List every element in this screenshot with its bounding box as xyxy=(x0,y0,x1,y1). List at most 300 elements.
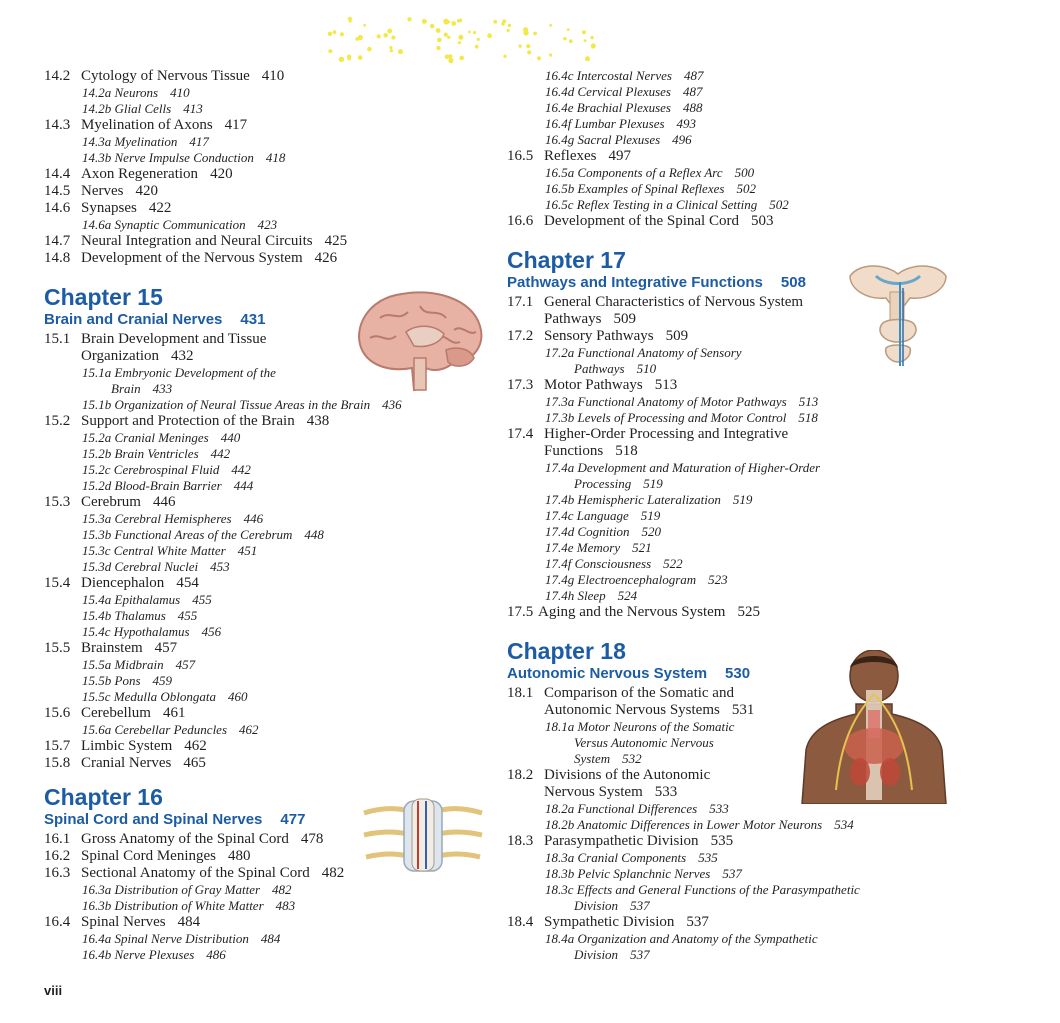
page-number: 453 xyxy=(210,559,230,574)
entry-title: 15.4a Epithalamus xyxy=(82,592,181,607)
decorative-dot xyxy=(457,19,461,23)
entry-title: Brain Development and Tissue xyxy=(81,331,267,347)
chapter-16-title[interactable]: Spinal Cord and Spinal Nerves 477 xyxy=(44,811,306,828)
entry-title: 16.4d Cervical Plexuses xyxy=(545,84,671,99)
entry-title: 15.1a Embryonic Development of the xyxy=(82,365,276,380)
section-number: 16.4 xyxy=(44,914,71,930)
toc-subsection-entry[interactable] xyxy=(507,84,967,100)
chapter-15-heading: Chapter 15 xyxy=(44,284,163,310)
toc-subsection-entry[interactable] xyxy=(44,624,499,640)
page-number: 465 xyxy=(183,755,206,771)
toc-section-entry[interactable] xyxy=(44,738,499,755)
toc-subsection-entry[interactable] xyxy=(507,132,967,148)
entry-title: Cytology of Nervous Tissue xyxy=(81,68,250,84)
entry-title: 17.4d Cognition xyxy=(545,524,630,539)
decorative-dot xyxy=(507,29,510,32)
entry-title: Reflexes xyxy=(544,148,597,164)
page-number: 418 xyxy=(265,150,286,165)
entry-title: Spinal Nerves xyxy=(81,914,166,930)
page-number: 455 xyxy=(192,592,212,607)
toc-section-entry[interactable] xyxy=(507,377,967,394)
toc-section-entry[interactable] xyxy=(44,755,499,772)
toc-subsection-entry[interactable] xyxy=(44,85,499,101)
entry-title: Higher-Order Processing and Integrative xyxy=(544,426,789,442)
section-number: 14.5 xyxy=(44,183,71,199)
toc-subsection-entry[interactable] xyxy=(507,410,967,426)
page-number: 535 xyxy=(698,850,718,865)
toc-subsection-entry[interactable] xyxy=(507,197,967,213)
page-number: 533 xyxy=(709,801,729,816)
page-number: 500 xyxy=(734,165,755,180)
toc-section-entry[interactable] xyxy=(44,705,499,722)
page-number: 509 xyxy=(613,311,636,327)
entry-title: 15.2c Cerebrospinal Fluid xyxy=(82,462,220,477)
toc-section-entry[interactable] xyxy=(44,494,499,511)
section-number: 14.4 xyxy=(44,166,71,182)
section-number: 15.7 xyxy=(44,738,71,754)
page-number: 510 xyxy=(636,361,657,376)
entry-title: 17.4f Consciousness xyxy=(545,556,652,571)
toc-subsection-entry[interactable] xyxy=(507,572,967,588)
toc-section-entry[interactable] xyxy=(507,426,967,460)
toc-subsection-entry[interactable] xyxy=(507,556,967,572)
chapter-15-title[interactable]: Brain and Cranial Nerves 431 xyxy=(44,311,266,328)
entry-title: Myelination of Axons xyxy=(81,117,213,133)
decorative-dot xyxy=(549,24,552,27)
toc-subsection-entry[interactable] xyxy=(507,460,967,492)
entry-title: 15.5a Midbrain xyxy=(82,657,164,672)
entry-title: 15.4c Hypothalamus xyxy=(82,624,190,639)
toc-subsection-entry[interactable] xyxy=(507,931,967,963)
decorative-dot xyxy=(355,37,359,41)
page-number: 513 xyxy=(654,377,678,393)
toc-subsection-entry[interactable] xyxy=(44,430,499,446)
entry-title: Parasympathetic Division xyxy=(544,833,699,849)
page-number: 462 xyxy=(184,738,207,754)
page-number: 493 xyxy=(676,116,697,131)
toc-subsection-entry[interactable] xyxy=(44,478,499,494)
toc-section-entry[interactable] xyxy=(44,413,499,430)
spinal-cord-section-icon xyxy=(360,795,486,880)
decorative-dot xyxy=(437,38,442,43)
decorative-dot xyxy=(451,21,456,26)
toc-subsection-entry[interactable] xyxy=(44,559,499,575)
page-number: 478 xyxy=(300,831,324,847)
toc-subsection-entry[interactable] xyxy=(507,492,967,508)
page-number: 488 xyxy=(683,100,703,115)
toc-section-entry[interactable] xyxy=(44,117,499,134)
toc-subsection-entry[interactable] xyxy=(507,116,967,132)
entry-title: 18.2a Functional Differences xyxy=(545,801,698,816)
chapter-18-title[interactable]: Autonomic Nervous System 530 xyxy=(507,665,751,682)
entry-title: 17.4a Development and Maturation of Higher-Order xyxy=(545,460,821,475)
toc-section-entry[interactable] xyxy=(44,166,499,183)
entry-title: 14.6a Synaptic Communication xyxy=(82,217,246,232)
entry-title: 17.4g Electroencephalogram xyxy=(545,572,697,587)
section-number: 14.7 xyxy=(44,233,71,249)
entry-title: 14.3b Nerve Impulse Conduction xyxy=(82,150,254,165)
entry-title-continued: Division xyxy=(574,947,619,962)
toc-subsection-entry[interactable] xyxy=(507,68,967,84)
entry-title: 17.4e Memory xyxy=(545,540,621,555)
section-number: 14.2 xyxy=(44,68,71,84)
entry-title-continued: Processing xyxy=(574,476,632,491)
decorative-dot xyxy=(333,30,337,34)
toc-section-entry[interactable] xyxy=(44,575,499,592)
page-number: 451 xyxy=(237,543,258,558)
section-number: 17.3 xyxy=(507,377,534,393)
decorative-dot xyxy=(592,45,595,48)
entry-title: Cerebrum xyxy=(81,494,141,510)
page-number: 486 xyxy=(206,947,226,962)
entry-title: Brainstem xyxy=(81,640,143,656)
toc-subsection-entry[interactable] xyxy=(44,101,499,117)
page-number: 484 xyxy=(177,914,201,930)
toc-subsection-entry[interactable] xyxy=(44,462,499,478)
section-number: 15.2 xyxy=(44,413,71,429)
toc-section-entry[interactable] xyxy=(507,148,967,165)
brainstem-pathways-icon xyxy=(846,262,950,377)
entry-title: 15.2d Blood-Brain Barrier xyxy=(82,478,222,493)
page-number: 537 xyxy=(630,947,650,962)
entry-title: 18.1a Motor Neurons of the Somatic xyxy=(545,719,735,734)
toc-subsection-entry[interactable] xyxy=(44,446,499,462)
toc-subsection-entry[interactable] xyxy=(44,657,499,673)
page-number: 442 xyxy=(231,462,251,477)
page-number: 417 xyxy=(189,134,209,149)
toc-section-entry[interactable] xyxy=(44,914,499,931)
decorative-dot xyxy=(501,22,504,25)
entry-title-continued: Versus Autonomic Nervous xyxy=(574,735,714,750)
decorative-dot xyxy=(487,33,492,38)
toc-section-entry[interactable] xyxy=(507,833,967,850)
entry-title-continued: System xyxy=(574,751,611,766)
entry-title: 14.2a Neurons xyxy=(82,85,159,100)
decorative-dot xyxy=(436,46,440,50)
entry-title: Aging and the Nervous System xyxy=(538,604,726,620)
decorative-dot xyxy=(407,17,411,21)
page-number: 457 xyxy=(175,657,196,672)
entry-title: 16.5c Reflex Testing in a Clinical Setting xyxy=(545,197,758,212)
decorative-dot xyxy=(447,36,450,39)
toc-subsection-entry[interactable] xyxy=(507,508,967,524)
toc-subsection-entry[interactable] xyxy=(507,588,967,604)
toc-subsection-entry[interactable] xyxy=(507,165,967,181)
page-number: 518 xyxy=(615,443,638,459)
section-number: 15.1 xyxy=(44,331,71,347)
decorative-dot xyxy=(475,45,479,49)
page-number: 417 xyxy=(224,117,248,133)
entry-title: 18.4a Organization and Anatomy of the Sympathetic xyxy=(545,931,818,946)
decorative-dot xyxy=(569,39,573,43)
entry-title: 16.3a Distribution of Gray Matter xyxy=(82,882,261,897)
page-number: 410 xyxy=(170,85,190,100)
entry-title: Diencephalon xyxy=(81,575,165,591)
page-number: 513 xyxy=(798,394,819,409)
entry-title: Gross Anatomy of the Spinal Cord xyxy=(81,831,289,847)
page-number: 518 xyxy=(798,410,818,425)
page-number: 537 xyxy=(630,898,650,913)
section-number: 16.2 xyxy=(44,848,71,864)
entry-title: Development of the Spinal Cord xyxy=(544,213,739,229)
entry-title-continued: Brain xyxy=(111,381,141,396)
decorative-dot xyxy=(349,19,352,22)
entry-title: 18.3b Pelvic Splanchnic Nerves xyxy=(545,866,711,881)
page-number: 420 xyxy=(135,183,158,199)
entry-title: Support and Protection of the Brain xyxy=(81,413,295,429)
decorative-dot xyxy=(348,57,351,60)
section-number: 17.1 xyxy=(507,294,534,310)
decorative-dot xyxy=(458,35,463,40)
toc-section-entry[interactable] xyxy=(44,183,499,200)
page-number: 444 xyxy=(233,478,254,493)
toc-subsection-entry[interactable] xyxy=(507,394,967,410)
entry-title: Nerves xyxy=(81,183,124,199)
page-number: 462 xyxy=(239,722,259,737)
page-number: 455 xyxy=(177,608,198,623)
entry-title-continued: Organization xyxy=(81,348,160,364)
autonomic-torso-icon xyxy=(800,650,948,809)
toc-subsection-entry[interactable] xyxy=(44,543,499,559)
decorative-dot xyxy=(563,37,566,40)
decorative-dot xyxy=(508,24,511,27)
toc-subsection-entry[interactable] xyxy=(44,673,499,689)
toc-subsection-entry[interactable] xyxy=(44,134,499,150)
section-number: 16.3 xyxy=(44,865,71,881)
entry-title: Neural Integration and Neural Circuits xyxy=(81,233,313,249)
toc-section-entry[interactable] xyxy=(44,200,499,217)
decorative-dot xyxy=(389,46,392,49)
page-number: 496 xyxy=(672,132,692,147)
entry-title: 15.3a Cerebral Hemispheres xyxy=(82,511,232,526)
page-number: 502 xyxy=(769,197,789,212)
decorative-dot xyxy=(448,58,453,63)
page-number: 519 xyxy=(643,476,663,491)
toc-chapter-14-continued xyxy=(44,68,499,267)
section-number: 16.5 xyxy=(507,148,534,164)
entry-title-continued: Autonomic Nervous Systems xyxy=(544,702,720,718)
entry-title: 15.4b Thalamus xyxy=(82,608,166,623)
entry-title: 16.5a Components of a Reflex Arc xyxy=(545,165,723,180)
toc-subsection-entry[interactable] xyxy=(44,898,499,914)
page-number: 487 xyxy=(683,84,703,99)
page-number: 482 xyxy=(272,882,292,897)
entry-title: Cranial Nerves xyxy=(81,755,172,771)
page-number: 420 xyxy=(210,166,233,182)
section-number: 15.8 xyxy=(44,755,71,771)
decorative-dot xyxy=(523,30,528,35)
entry-title: 17.3a Functional Anatomy of Motor Pathways xyxy=(545,394,787,409)
decorative-dot xyxy=(367,47,372,52)
entry-title: 16.4c Intercostal Nerves xyxy=(545,68,672,83)
toc-subsection-entry[interactable] xyxy=(507,817,967,833)
page-number: 519 xyxy=(640,508,661,523)
toc-section-entry[interactable] xyxy=(44,640,499,657)
entry-title: 18.3c Effects and General Functions of the Parasympathetic xyxy=(545,882,860,897)
chapter-18-heading: Chapter 18 xyxy=(507,638,626,664)
entry-title: Synapses xyxy=(81,200,137,216)
toc-subsection-entry[interactable] xyxy=(44,689,499,705)
entry-title: 17.2a Functional Anatomy of Sensory xyxy=(545,345,742,360)
toc-subsection-entry[interactable] xyxy=(507,850,967,866)
page-number: 448 xyxy=(304,527,324,542)
decorative-dot xyxy=(436,28,441,33)
section-number: 17.2 xyxy=(507,328,534,344)
decorative-dot xyxy=(339,57,344,62)
page-number: 533 xyxy=(654,784,678,800)
toc-subsection-entry[interactable] xyxy=(507,181,967,197)
entry-title: 18.3a Cranial Components xyxy=(545,850,687,865)
page-number: 524 xyxy=(617,588,638,603)
toc-section-entry[interactable] xyxy=(507,213,967,230)
entry-title: 16.5b Examples of Spinal Reflexes xyxy=(545,181,725,196)
toc-section-entry[interactable] xyxy=(44,250,499,267)
toc-subsection-entry[interactable] xyxy=(44,150,499,166)
toc-subsection-entry[interactable] xyxy=(507,540,967,556)
page-number: 425 xyxy=(324,233,348,249)
toc-subsection-entry[interactable] xyxy=(44,947,499,963)
page-number: 482 xyxy=(321,865,345,881)
chapter-17-heading: Chapter 17 xyxy=(507,247,626,273)
entry-title: Sectional Anatomy of the Spinal Cord xyxy=(81,865,310,881)
toc-section-entry[interactable] xyxy=(507,914,967,931)
entry-title: 17.4h Sleep xyxy=(545,588,606,603)
toc-section-entry[interactable] xyxy=(507,604,967,621)
page-number: 520 xyxy=(641,524,662,539)
decorative-dot xyxy=(549,54,552,57)
entry-title: 15.5b Pons xyxy=(82,673,141,688)
decorative-dot xyxy=(387,29,392,34)
page-number: 534 xyxy=(834,817,854,832)
decorative-dot-pattern xyxy=(322,14,602,71)
page-number: 436 xyxy=(382,397,402,412)
page-number: 483 xyxy=(275,898,296,913)
section-number: 14.8 xyxy=(44,250,71,266)
toc-subsection-entry[interactable] xyxy=(44,527,499,543)
page-number: 423 xyxy=(257,217,278,232)
page-number: 442 xyxy=(210,446,231,461)
entry-title-continued: Nervous System xyxy=(544,784,643,800)
page-number: 523 xyxy=(708,572,728,587)
entry-title: 17.4c Language xyxy=(545,508,629,523)
toc-section-entry[interactable] xyxy=(44,233,499,250)
page-number: 446 xyxy=(243,511,264,526)
page-number: 446 xyxy=(152,494,176,510)
toc-chapter-16-continued xyxy=(507,68,967,230)
decorative-dot xyxy=(468,31,471,34)
page-number: 432 xyxy=(171,348,194,364)
chapter-17-title[interactable]: Pathways and Integrative Functions 508 xyxy=(507,274,806,291)
toc-subsection-entry[interactable] xyxy=(507,882,967,914)
entry-title: 14.3a Myelination xyxy=(82,134,178,149)
page-number: 503 xyxy=(750,213,774,229)
toc-right-column xyxy=(507,68,967,963)
entry-title: 16.4g Sacral Plexuses xyxy=(545,132,661,147)
entry-title: General Characteristics of Nervous System xyxy=(544,294,804,310)
entry-title: Sympathetic Division xyxy=(544,914,675,930)
decorative-dot xyxy=(526,44,530,48)
section-number: 18.2 xyxy=(507,767,534,783)
entry-title: Development of the Nervous System xyxy=(81,250,303,266)
page-number: 461 xyxy=(162,705,186,721)
decorative-dot xyxy=(585,56,590,61)
toc-subsection-entry[interactable] xyxy=(44,931,499,947)
section-number: 16.1 xyxy=(44,831,71,847)
decorative-dot xyxy=(444,33,448,37)
toc-subsection-entry[interactable] xyxy=(44,608,499,624)
entry-title: 15.3c Central White Matter xyxy=(82,543,226,558)
toc-subsection-entry[interactable] xyxy=(507,524,967,540)
page-folio: viii xyxy=(44,983,63,998)
toc-subsection-entry[interactable] xyxy=(44,882,499,898)
page-number: 456 xyxy=(201,624,222,639)
decorative-dot xyxy=(328,32,332,36)
decorative-dot xyxy=(527,50,531,54)
decorative-dot xyxy=(422,19,427,24)
page-number: 521 xyxy=(632,540,652,555)
decorative-dot xyxy=(363,24,366,27)
decorative-dot xyxy=(390,49,393,52)
decorative-dot xyxy=(537,56,541,60)
toc-subsection-entry[interactable] xyxy=(44,592,499,608)
page-number: 457 xyxy=(154,640,178,656)
entry-title: 17.4b Hemispheric Lateralization xyxy=(545,492,721,507)
entry-title: 16.4b Nerve Plexuses xyxy=(82,947,195,962)
entry-title: Axon Regeneration xyxy=(81,166,199,182)
toc-subsection-entry[interactable] xyxy=(44,722,499,738)
decorative-dot xyxy=(493,20,497,24)
decorative-dot xyxy=(503,55,506,58)
entry-title: 14.2b Glial Cells xyxy=(82,101,172,116)
page-number: 422 xyxy=(148,200,172,216)
toc-subsection-entry[interactable] xyxy=(44,511,499,527)
entry-title: 15.3d Cerebral Nuclei xyxy=(82,559,199,574)
entry-title-continued: Pathways xyxy=(574,361,625,376)
page-number: 440 xyxy=(220,430,241,445)
entry-title: 15.3b Functional Areas of the Cerebrum xyxy=(82,527,293,542)
page-number: 531 xyxy=(731,702,755,718)
page-number: 410 xyxy=(261,68,285,84)
section-number: 16.6 xyxy=(507,213,534,229)
page-number: 535 xyxy=(710,833,734,849)
decorative-dot xyxy=(443,19,448,24)
section-number: 15.4 xyxy=(44,575,71,591)
toc-subsection-entry[interactable] xyxy=(44,217,499,233)
toc-subsection-entry[interactable] xyxy=(507,100,967,116)
section-number: 14.3 xyxy=(44,117,71,133)
decorative-dot xyxy=(430,24,435,29)
decorative-dot xyxy=(518,44,521,47)
toc-section-entry[interactable] xyxy=(44,68,499,85)
entry-title: Divisions of the Autonomic xyxy=(544,767,711,783)
decorative-dot xyxy=(398,49,403,54)
page-number: 413 xyxy=(183,101,203,116)
entry-title: 15.2b Brain Ventricles xyxy=(82,446,199,461)
chapter-16-heading: Chapter 16 xyxy=(44,784,163,810)
entry-title: Motor Pathways xyxy=(544,377,643,393)
page-number: 509 xyxy=(665,328,689,344)
section-number: 17.4 xyxy=(507,426,534,442)
decorative-dot xyxy=(477,38,480,41)
toc-subsection-entry[interactable] xyxy=(507,866,967,882)
section-number: 14.6 xyxy=(44,200,71,216)
decorative-dot xyxy=(533,32,537,36)
section-number: 18.1 xyxy=(507,685,534,701)
page-number: 426 xyxy=(314,250,338,266)
page-number: 433 xyxy=(152,381,173,396)
page-number: 532 xyxy=(622,751,642,766)
decorative-dot xyxy=(582,30,586,34)
